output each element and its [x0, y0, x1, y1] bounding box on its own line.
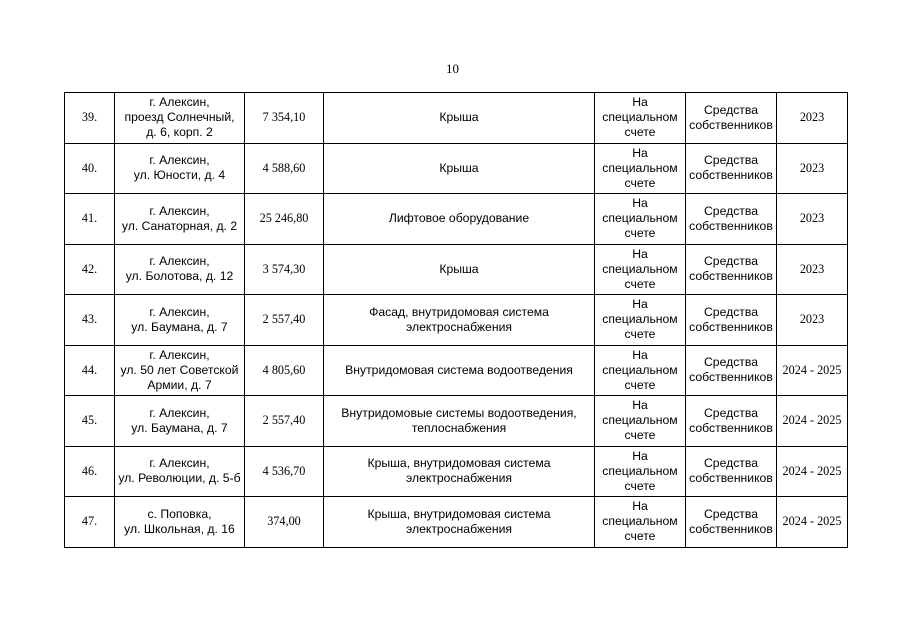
funding-source: Средства собственников: [689, 456, 773, 486]
funding-source: Средства собственников: [689, 355, 773, 385]
area: 374,00: [267, 514, 301, 529]
repair-registry-table: [64, 92, 848, 548]
row-number: 46.: [81, 463, 98, 478]
address: г. Алексин, ул. Революции, д. 5-б: [118, 456, 241, 486]
period-cell: [777, 345, 848, 396]
address: г. Алексин, ул. 50 лет Советской Армии, д. 7: [120, 347, 239, 392]
period: 2023: [799, 211, 825, 226]
address-cell: [115, 295, 245, 346]
table-row: [65, 143, 848, 194]
area-cell: [245, 497, 324, 548]
row-number-cell: [65, 244, 115, 295]
funding-source-cell: [686, 497, 777, 548]
address: г. Алексин, ул. Юности, д. 4: [133, 153, 226, 183]
period-cell: [777, 244, 848, 295]
table-body: [65, 93, 848, 548]
account-cell: [595, 143, 686, 194]
area: 2 557,40: [262, 312, 306, 327]
funding-source-cell: [686, 93, 777, 144]
funding-source: Средства собственников: [689, 102, 773, 132]
table-row: [65, 194, 848, 245]
address-cell: [115, 446, 245, 497]
page-number: 10: [446, 61, 459, 76]
account-cell: [595, 345, 686, 396]
address-cell: [115, 396, 245, 447]
row-number: 44.: [81, 362, 98, 377]
address-cell: [115, 244, 245, 295]
funding-source: Средства собственников: [689, 304, 773, 334]
period-cell: [777, 194, 848, 245]
row-number-cell: [65, 295, 115, 346]
period: 2023: [799, 261, 825, 276]
period-cell: [777, 93, 848, 144]
account-cell: [595, 446, 686, 497]
funding-source-cell: [686, 295, 777, 346]
address: г. Алексин, ул. Санаторная, д. 2: [121, 203, 238, 233]
area: 2 557,40: [262, 413, 306, 428]
account-type: На специальном счете: [602, 246, 678, 291]
work-type: Крыша: [439, 261, 479, 276]
table-row: [65, 446, 848, 497]
work-type: Внутридомовая система водоотведения: [345, 362, 573, 377]
row-number-cell: [65, 194, 115, 245]
period: 2023: [799, 160, 825, 175]
funding-source: Средства собственников: [689, 153, 773, 183]
work-type-cell: [324, 143, 595, 194]
funding-source-cell: [686, 446, 777, 497]
work-type-cell: [324, 497, 595, 548]
work-type-cell: [324, 345, 595, 396]
area-cell: [245, 194, 324, 245]
account-type: На специальном счете: [602, 297, 678, 342]
area: 4 588,60: [262, 160, 306, 175]
address-cell: [115, 194, 245, 245]
account-cell: [595, 244, 686, 295]
area: 4 536,70: [262, 463, 306, 478]
period-cell: [777, 143, 848, 194]
funding-source-cell: [686, 143, 777, 194]
address: г. Алексин, ул. Баумана, д. 7: [131, 405, 228, 435]
funding-source: Средства собственников: [689, 254, 773, 284]
funding-source-cell: [686, 194, 777, 245]
work-type-cell: [324, 446, 595, 497]
table-row: [65, 244, 848, 295]
row-number-cell: [65, 497, 115, 548]
address: г. Алексин, проезд Солнечный, д. 6, корп. 2: [124, 95, 235, 140]
account-type: На специальном счете: [602, 196, 678, 241]
period: 2023: [799, 110, 825, 125]
row-number-cell: [65, 345, 115, 396]
work-type: Крыша: [439, 160, 479, 175]
table-row: [65, 93, 848, 144]
work-type: Фасад, внутридомовая система электроснабжения: [369, 304, 549, 334]
period-cell: [777, 295, 848, 346]
row-number-cell: [65, 446, 115, 497]
address-cell: [115, 93, 245, 144]
funding-source-cell: [686, 396, 777, 447]
area: 25 246,80: [259, 211, 309, 226]
area-cell: [245, 93, 324, 144]
address: г. Алексин, ул. Болотова, д. 12: [125, 254, 234, 284]
row-number: 45.: [81, 413, 98, 428]
work-type: Крыша, внутридомовая система электроснабжения: [367, 456, 551, 486]
area: 7 354,10: [262, 110, 306, 125]
address: с. Поповка, ул. Школьная, д. 16: [124, 506, 235, 536]
row-number: 47.: [81, 514, 98, 529]
funding-source: Средства собственников: [689, 405, 773, 435]
area-cell: [245, 446, 324, 497]
table-row: [65, 497, 848, 548]
area-cell: [245, 345, 324, 396]
work-type: Лифтовое оборудование: [388, 211, 530, 226]
account-type: На специальном счете: [602, 398, 678, 443]
row-number-cell: [65, 93, 115, 144]
funding-source: Средства собственников: [689, 203, 773, 233]
area-cell: [245, 143, 324, 194]
row-number-cell: [65, 143, 115, 194]
work-type: Крыша: [439, 110, 479, 125]
address-cell: [115, 345, 245, 396]
account-cell: [595, 93, 686, 144]
work-type-cell: [324, 295, 595, 346]
area-cell: [245, 396, 324, 447]
row-number: 42.: [81, 261, 98, 276]
account-cell: [595, 295, 686, 346]
area: 3 574,30: [262, 261, 306, 276]
funding-source: Средства собственников: [689, 506, 773, 536]
row-number: 41.: [81, 211, 98, 226]
area-cell: [245, 244, 324, 295]
account-type: На специальном счете: [602, 448, 678, 493]
period: 2023: [799, 312, 825, 327]
account-type: На специальном счете: [602, 145, 678, 190]
period: 2024 - 2025: [782, 362, 842, 377]
area-cell: [245, 295, 324, 346]
period-cell: [777, 497, 848, 548]
period: 2024 - 2025: [782, 413, 842, 428]
table-row: [65, 295, 848, 346]
address-cell: [115, 143, 245, 194]
row-number: 43.: [81, 312, 98, 327]
table-row: [65, 396, 848, 447]
funding-source-cell: [686, 244, 777, 295]
table-row: [65, 345, 848, 396]
address-cell: [115, 497, 245, 548]
work-type-cell: [324, 194, 595, 245]
account-cell: [595, 396, 686, 447]
account-type: На специальном счете: [602, 499, 678, 544]
account-cell: [595, 194, 686, 245]
period: 2024 - 2025: [782, 514, 842, 529]
work-type-cell: [324, 93, 595, 144]
account-type: На специальном счете: [602, 347, 678, 392]
work-type-cell: [324, 244, 595, 295]
work-type: Крыша, внутридомовая система электроснабжения: [367, 506, 551, 536]
row-number: 40.: [81, 160, 98, 175]
account-type: На специальном счете: [602, 95, 678, 140]
address: г. Алексин, ул. Баумана, д. 7: [131, 304, 228, 334]
period-cell: [777, 396, 848, 447]
period-cell: [777, 446, 848, 497]
row-number: 39.: [81, 110, 98, 125]
row-number-cell: [65, 396, 115, 447]
work-type-cell: [324, 396, 595, 447]
work-type: Внутридомовые системы водоотведения, теплоснабжения: [341, 405, 577, 435]
account-cell: [595, 497, 686, 548]
area: 4 805,60: [262, 362, 306, 377]
period: 2024 - 2025: [782, 463, 842, 478]
funding-source-cell: [686, 345, 777, 396]
